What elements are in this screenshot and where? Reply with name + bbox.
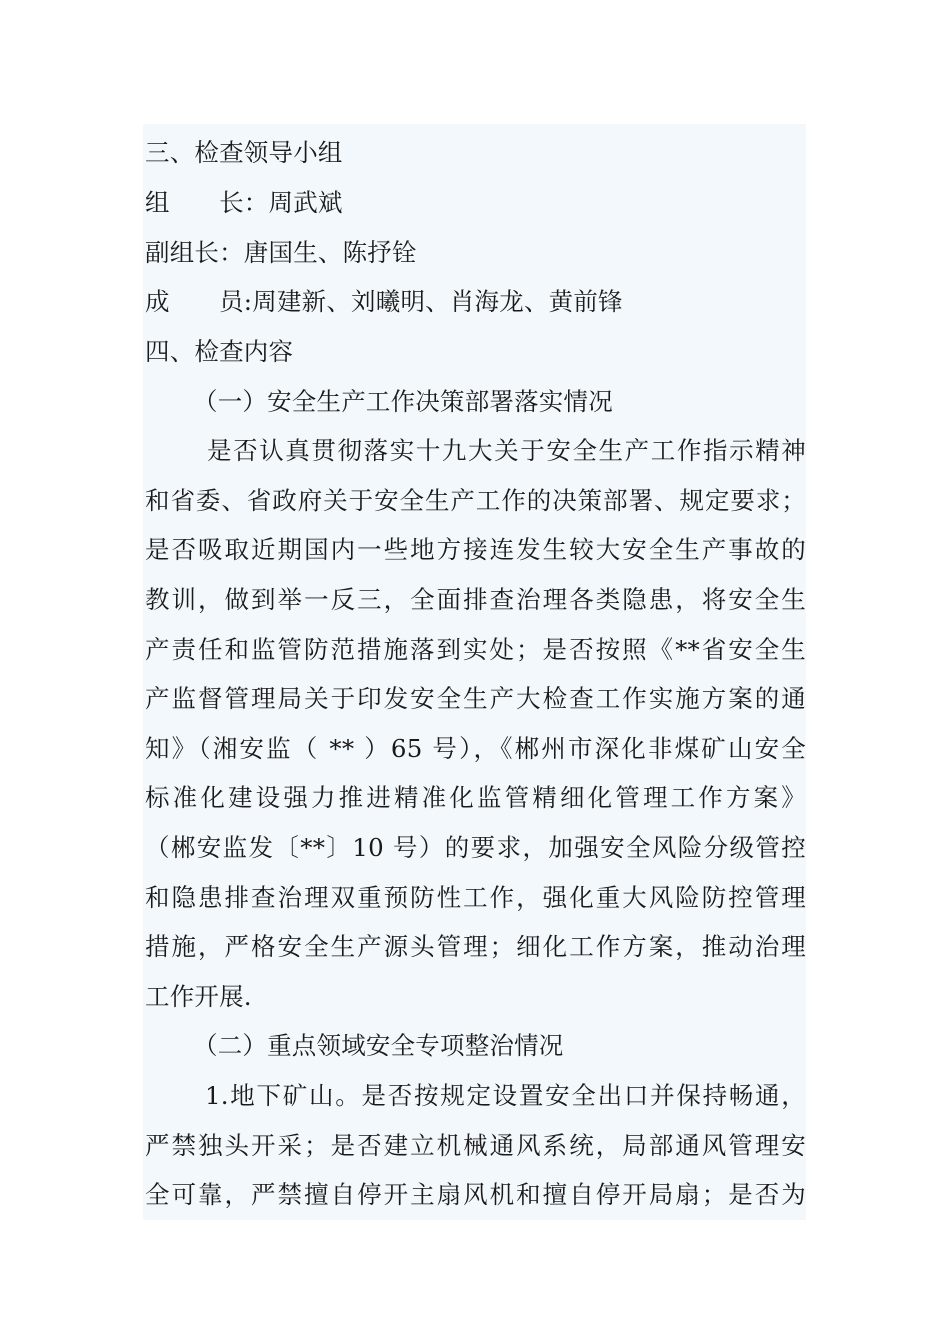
paragraph-line: 1.地下矿山。是否按规定设置安全出口并保持畅通， — [205, 1081, 806, 1110]
document-body — [143, 124, 806, 1220]
paragraph-line: 和省委、省政府关于安全生产工作的决策部署、规定要求； — [145, 486, 806, 515]
paragraph-line: 产监督管理局关于印发安全生产大检查工作实施方案的通 — [145, 684, 806, 713]
paragraph-line: 措施，严格安全生产源头管理；细化工作方案，推动治理 — [145, 932, 806, 961]
paragraph-line: 是否认真贯彻落实十九大关于安全生产工作指示精神 — [207, 436, 806, 465]
subsection-heading-1: （一）安全生产工作决策部署落实情况 — [193, 387, 613, 416]
paragraph-line: 全可靠，严禁擅自停开主扇风机和擅自停开局扇；是否为 — [145, 1180, 806, 1209]
paragraph-line: 严禁独头开采；是否建立机械通风系统，局部通风管理安 — [145, 1131, 806, 1160]
deputy-leader-line: 副组长：唐国生、陈抒铨 — [145, 238, 417, 267]
members-line: 成 员:周建新、刘曦明、肖海龙、黄前锋 — [145, 287, 623, 316]
group-leader-line: 组 长：周武斌 — [145, 188, 343, 217]
paragraph-line: 和隐患排查治理双重预防性工作，强化重大风险防控管理 — [145, 883, 806, 912]
paragraph-line: 标准化建设强力推进精准化监管精细化管理工作方案》 — [145, 783, 806, 812]
paragraph-line: 知》（湘安监（ ** ）65 号），《郴州市深化非煤矿山安全 — [145, 734, 806, 763]
paragraph-line: 产责任和监管防范措施落到实处；是否按照《**省安全生 — [145, 635, 806, 664]
paragraph-line: （郴安监发〔**〕10 号）的要求，加强安全风险分级管控 — [145, 833, 806, 862]
section-heading-inspection-content: 四、检查内容 — [145, 337, 294, 366]
section-heading-leadership-group: 三、检查领导小组 — [145, 138, 343, 167]
subsection-heading-2: （二）重点领域安全专项整治情况 — [193, 1031, 564, 1060]
paragraph-line: 是否吸取近期国内一些地方接连发生较大安全生产事故的 — [145, 535, 806, 564]
paragraph-line: 工作开展. — [145, 982, 252, 1011]
paragraph-line: 教训，做到举一反三，全面排查治理各类隐患，将安全生 — [145, 585, 806, 614]
